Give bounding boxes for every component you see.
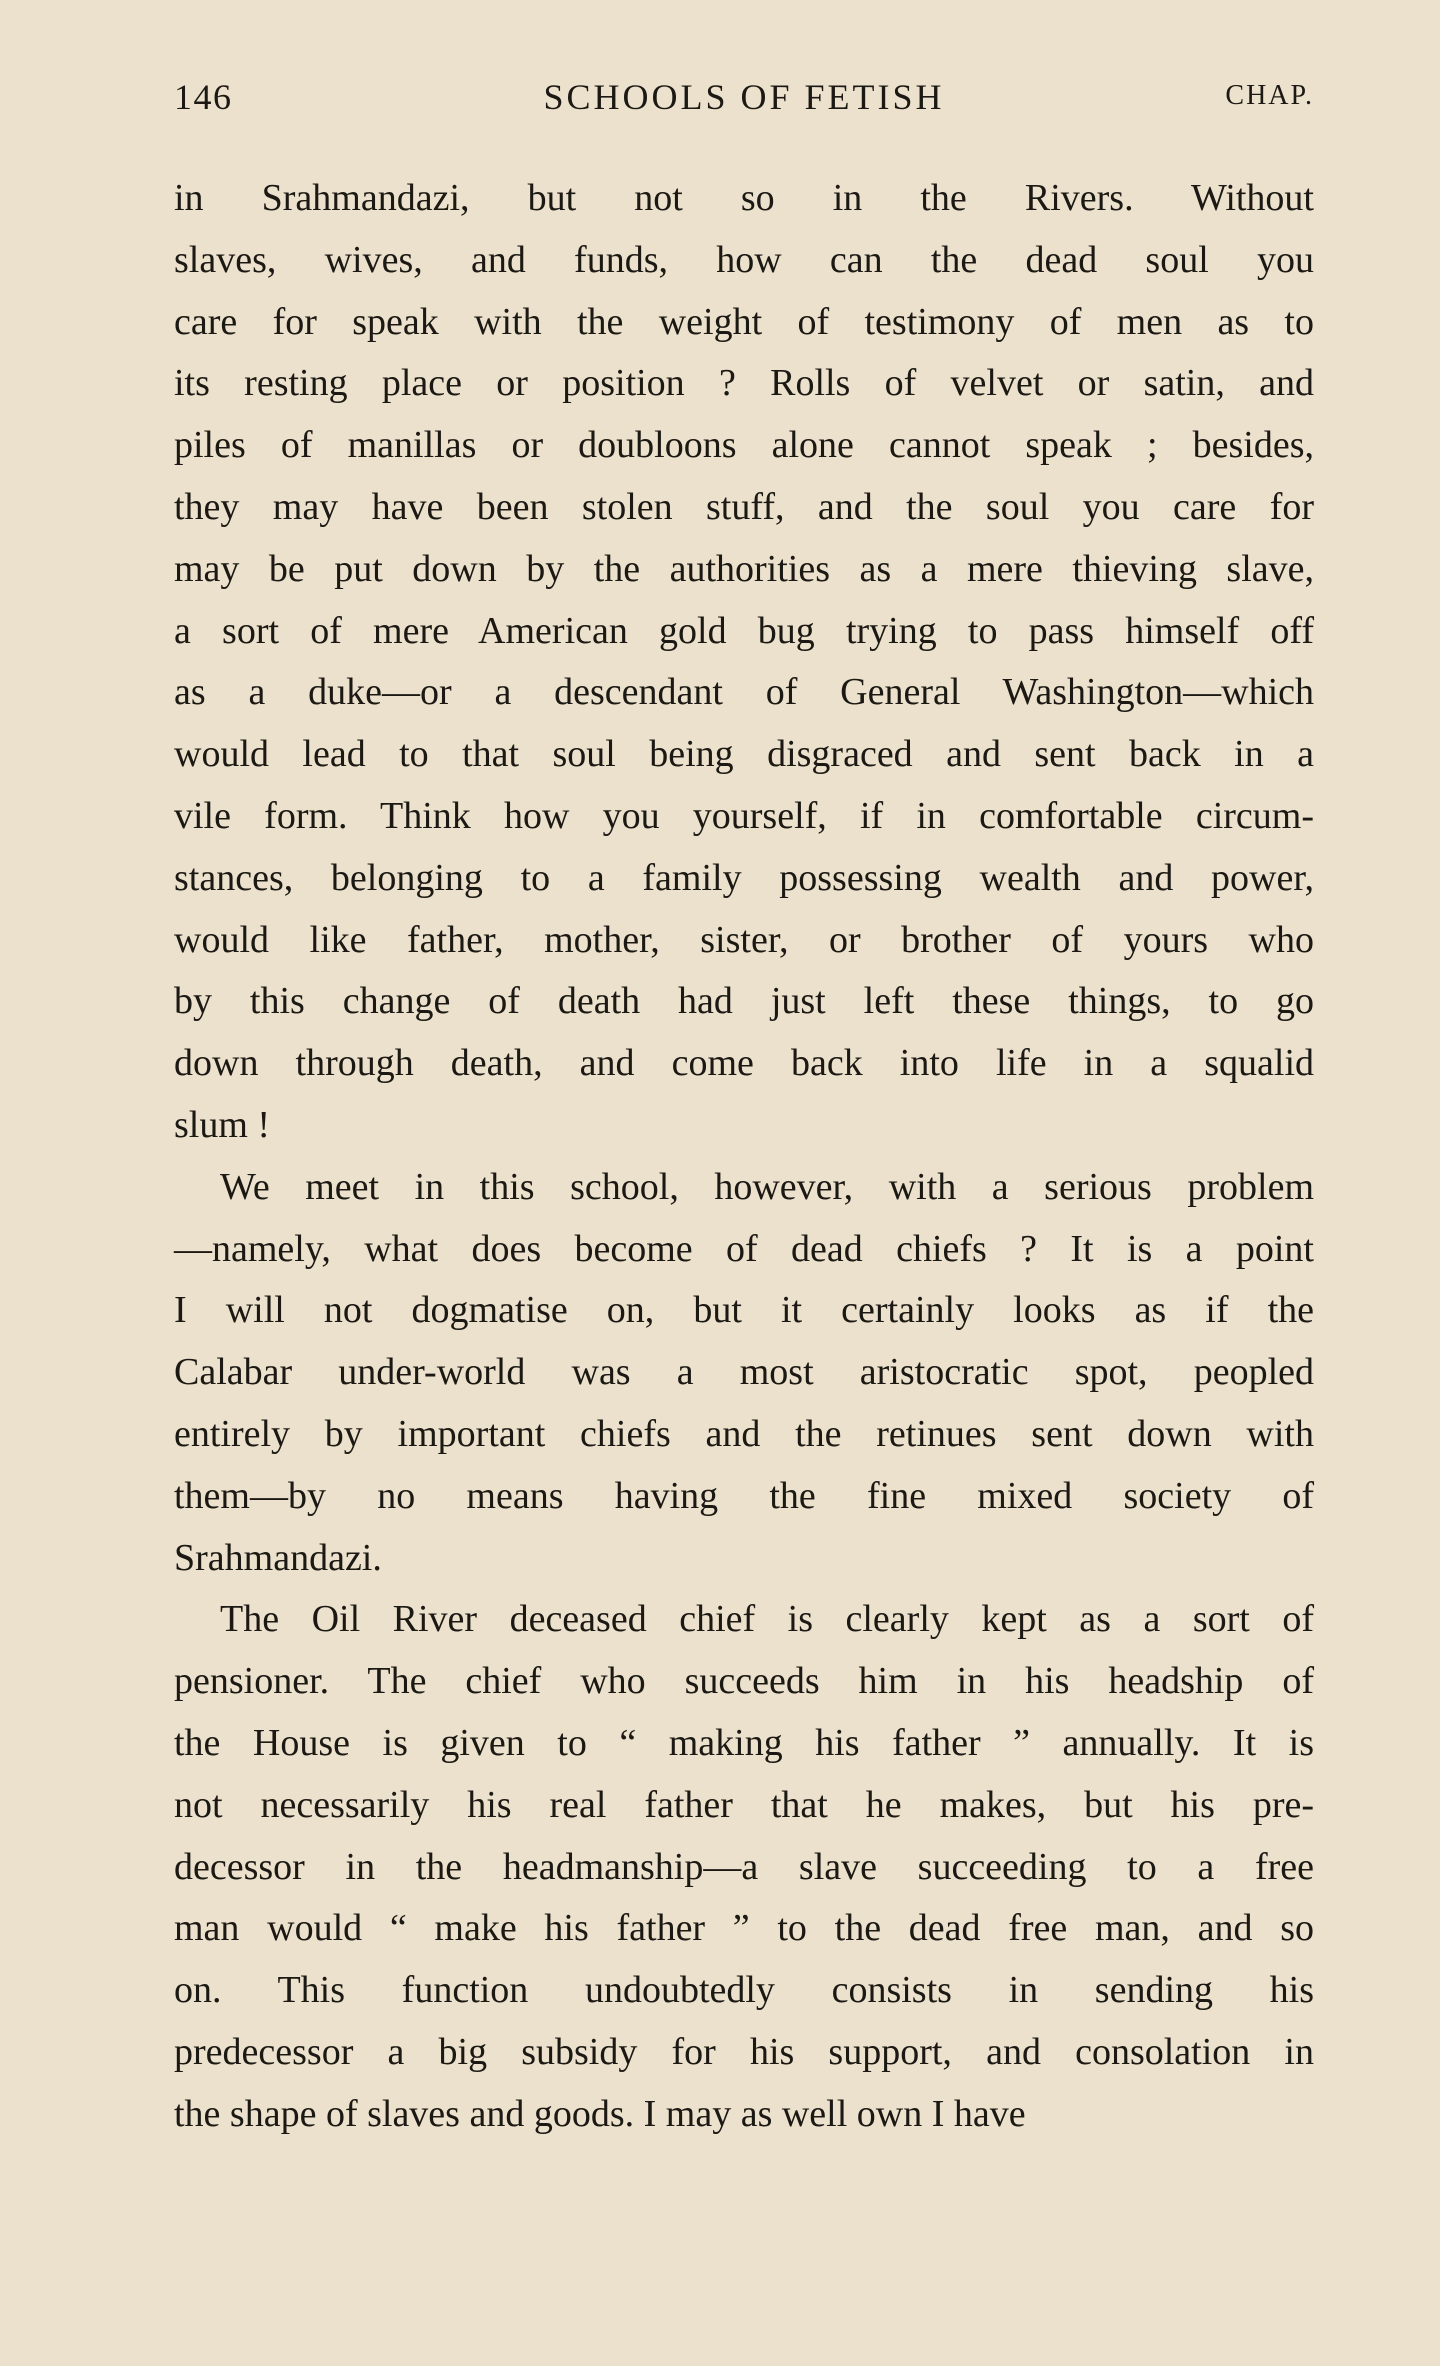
text-line: in Srahmandazi, but not so in the Rivers. Without	[174, 177, 1314, 219]
text-line: not necessarily his real father that he makes, but his pre-	[174, 1783, 1314, 1826]
text-line: as a duke—or a descendant of General Washington—which	[174, 671, 1314, 714]
text-line: on. This function undoubtedly consists in sending his	[174, 1969, 1314, 2012]
text-line: decessor in the headmanship—a slave succeeding to a free	[174, 1845, 1314, 1888]
text-line: slaves, wives, and funds, how can the dead soul you	[174, 238, 1314, 281]
text-line: they may have been stolen stuff, and the soul you care for	[174, 485, 1314, 528]
text-line: the House is given to “ making his father ” annually. It is	[174, 1721, 1314, 1764]
text-line: Calabar under-world was a most aristocratic spot, peopled	[174, 1351, 1314, 1394]
text-line: a sort of mere American gold bug trying to pass himself off	[174, 609, 1314, 652]
text-line: by this change of death had just left these things, to go	[174, 980, 1314, 1023]
text-line: I will not dogmatise on, but it certainly looks as if the	[174, 1289, 1314, 1332]
text-line: —namely, what does become of dead chiefs ? It is a point	[174, 1227, 1314, 1270]
paragraph	[174, 168, 1314, 1157]
text-line: pensioner. The chief who succeeds him in his headship of	[174, 1660, 1314, 1703]
text-line: stances, belonging to a family possessing wealth and power,	[174, 856, 1314, 899]
text-line: piles of manillas or doubloons alone cannot speak ; besides,	[174, 424, 1314, 467]
text-line: may be put down by the authorities as a mere thieving slave,	[174, 547, 1314, 590]
text-line: We meet in this school, however, with a serious problem	[220, 1165, 1314, 1208]
text-line: would lead to that soul being disgraced and sent back in a	[174, 733, 1314, 776]
text-line: the shape of slaves and goods. I may as well own I have	[174, 2092, 1026, 2135]
text-line: Srahmandazi.	[174, 1536, 382, 1579]
text-line: vile form. Think how you yourself, if in comfortable circum-	[174, 794, 1314, 837]
text-line: down through death, and come back into life in a squalid	[174, 1042, 1314, 1085]
paragraph	[174, 1589, 1314, 2145]
text-line: man would “ make his father ” to the dead free man, and so	[174, 1907, 1314, 1950]
text-line: slum !	[174, 1103, 271, 1146]
running-head	[174, 76, 1314, 136]
text-line: predecessor a big subsidy for his support, and consolation in	[174, 2030, 1314, 2073]
text-line: its resting place or position ? Rolls of velvet or satin, and	[174, 362, 1314, 405]
paragraph	[174, 1157, 1314, 1590]
text-line: The Oil River deceased chief is clearly kept as a sort of	[220, 1598, 1314, 1641]
text-line: care for speak with the weight of testimony of men as to	[174, 300, 1314, 343]
page-number: 146	[174, 77, 233, 117]
body-text	[174, 168, 1314, 2146]
chapter-abbrev: CHAP.	[1225, 80, 1314, 111]
running-title: SCHOOLS OF FETISH	[543, 77, 945, 117]
text-line: entirely by important chiefs and the retinues sent down with	[174, 1412, 1314, 1455]
text-line: would like father, mother, sister, or brother of yours who	[174, 918, 1314, 961]
text-line: them—by no means having the fine mixed society of	[174, 1474, 1314, 1517]
